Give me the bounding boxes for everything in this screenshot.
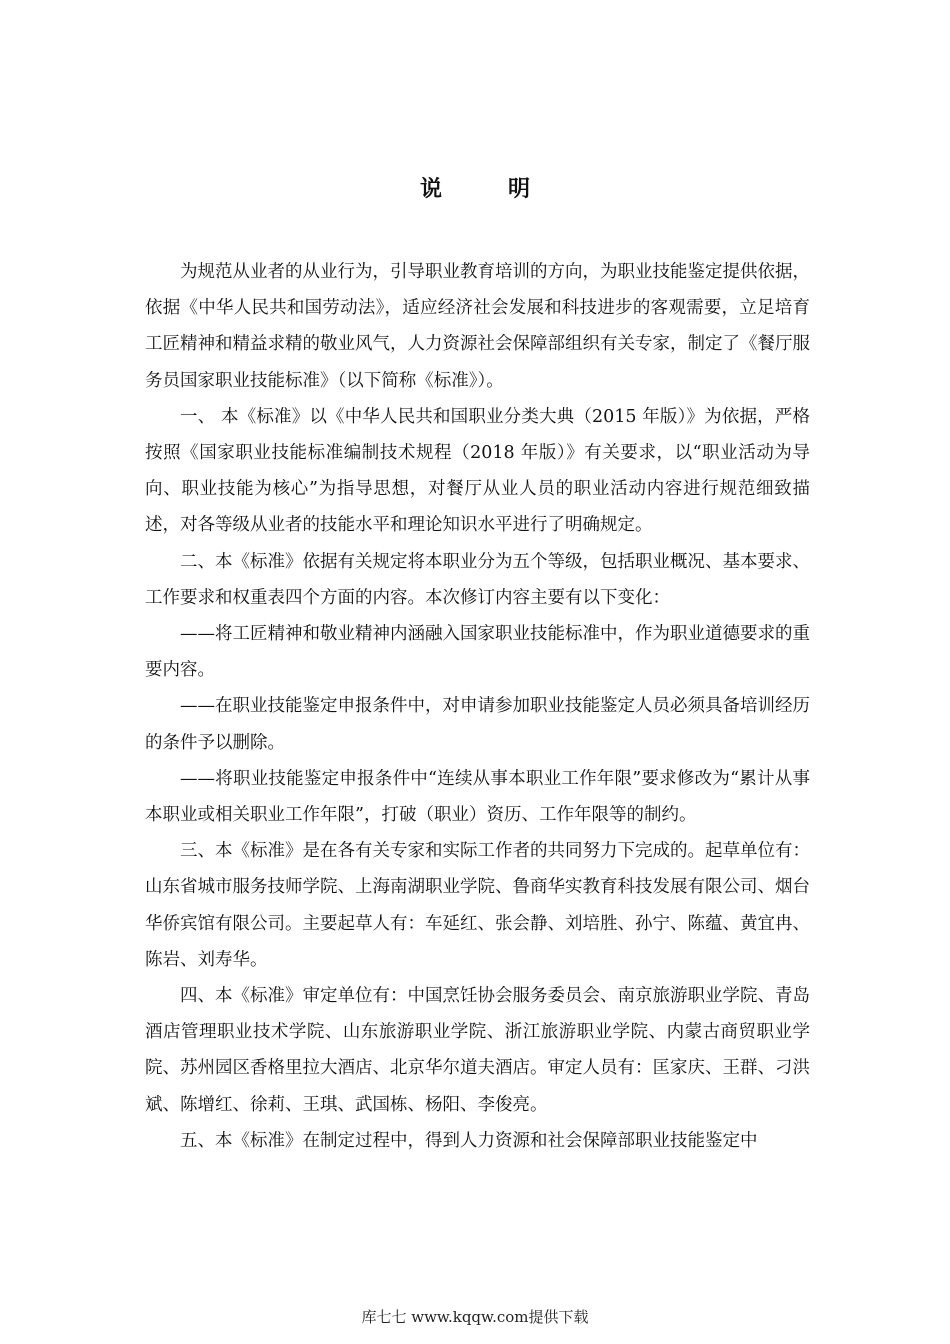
- paragraph-change-2: ——在职业技能鉴定申报条件中，对申请参加职业技能鉴定人员必须具备培训经历的条件予以删除。: [145, 696, 810, 753]
- paragraph-section-5: 五、本《标准》在制定过程中，得到人力资源和社会保障部职业技能鉴定中: [180, 1130, 758, 1151]
- paragraph-section-4: 四、本《标准》审定单位有：中国烹饪协会服务委员会、南京旅游职业学院、青岛酒店管理职业技术学院、山东旅游职业学院、浙江旅游职业学院、内蒙古商贸职业学院、苏州园区香格里拉大酒店、北京华尔道夫酒店。审定人员有：匡家庆、王群、刁洪斌、陈增红、徐莉、王琪、武国栋、杨阳、李俊亮。: [145, 986, 810, 1115]
- paragraph-section-1: 一、 本《标准》以《中华人民共和国职业分类大典（2015 年版）》为依据，严格按照《国家职业技能标准编制技术规程（2018 年版）》有关要求，以“职业活动为导向、职业技能为核心”为指导思想，对餐厅从业人员的职业活动内容进行规范细致描述，对各等级从业者的技能水平和理论知识水平进行了明确规定。: [145, 406, 810, 536]
- paragraph-intro: 为规范从业者的从业行为，引导职业教育培训的方向，为职业技能鉴定提供依据，依据《中华人民共和国劳动法》，适应经济社会发展和科技进步的客观需要，立足培育工匠精神和精益求精的敬业风气，人力资源社会保障部组织有关专家，制定了《餐厅服务员国家职业技能标准》（以下简称《标准》）。: [145, 262, 810, 391]
- paragraph-change-1: ——将工匠精神和敬业精神内涵融入国家职业技能标准中，作为职业道德要求的重要内容。: [145, 624, 810, 681]
- paragraph-section-2: 二、本《标准》依据有关规定将本职业分为五个等级，包括职业概况、基本要求、工作要求和权重表四个方面的内容。本次修订内容主要有以下变化：: [145, 551, 810, 608]
- paragraph-change-3: ——将职业技能鉴定申报条件中“连续从事本职业工作年限”要求修改为“累计从事本职业或相关职业工作年限”，打破（职业）资历、工作年限等的制约。: [145, 768, 810, 826]
- footer-watermark: 库七七 www.kqqw.com提供下载: [361, 1308, 589, 1326]
- document-body: [145, 254, 810, 1159]
- paragraph-section-3: 三、本《标准》是在各有关专家和实际工作者的共同努力下完成的。起草单位有：山东省城市服务技师学院、上海南湖职业学院、鲁商华实教育科技发展有限公司、烟台华侨宾馆有限公司。主要起草人有：车延红、张会静、刘培胜、孙宁、陈蕴、黄宜冉、陈岩、刘寿华。: [145, 841, 810, 970]
- page-title: 说 明: [419, 176, 552, 202]
